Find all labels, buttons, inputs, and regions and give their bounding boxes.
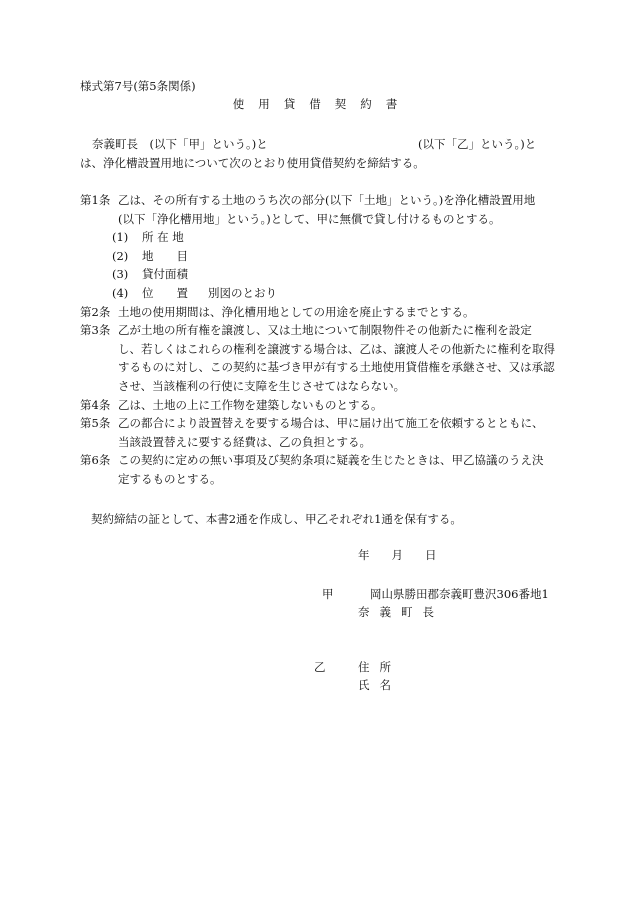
item-label: 所 在 地 xyxy=(142,230,184,245)
intro-line-2: は、浄化槽設置用地について次のとおり使用貸借契約を締結する。 xyxy=(80,155,425,170)
article-body xyxy=(118,396,560,415)
article-line: 乙の都合により設置替えを要する場合は、甲に届け出て施工を依頼するとともに、 xyxy=(118,416,544,431)
article-line: させ、当該権利の行使に支障を生じさせてはならない。 xyxy=(118,378,406,393)
date-line xyxy=(358,546,437,565)
item-number: (3) xyxy=(112,267,129,282)
article-body xyxy=(118,303,560,322)
article-1-item-1 xyxy=(80,228,560,247)
date-day: 日 xyxy=(425,548,437,562)
article-line: 当該設置替えに要する経費は、乙の負担とする。 xyxy=(118,434,371,449)
article-number: 第6条 xyxy=(80,453,111,468)
article-body xyxy=(118,191,560,228)
intro-line-1-end: (以下「乙」という。)と xyxy=(418,137,537,151)
item-number: (4) xyxy=(112,285,129,300)
date-month: 月 xyxy=(391,548,403,562)
document-title: 使用貸借契約書 xyxy=(232,97,412,111)
article-line: (以下「浄化槽用地」という。)として、甲に無償で貸し付けるものとする。 xyxy=(118,211,501,226)
article-number: 第3条 xyxy=(80,323,111,338)
party-kou-address: 岡山県勝田郡奈義町豊沢306番地1 xyxy=(370,587,549,601)
article-line: 乙は、土地の上に工作物を建築しないものとする。 xyxy=(118,397,383,412)
article-6 xyxy=(80,451,560,488)
intro-line-1-start: 奈義町長 (以下「甲」という。)と xyxy=(92,137,268,151)
date-year: 年 xyxy=(358,548,370,562)
article-1-item-3 xyxy=(80,265,560,284)
article-line: この契約に定めの無い事項及び契約条項に疑義を生じたときは、甲乙協議のうえ決 xyxy=(118,453,544,468)
item-label: 地 目 xyxy=(142,248,188,263)
articles xyxy=(80,191,560,489)
item-number: (2) xyxy=(112,248,129,263)
party-kou-mark: 甲 xyxy=(322,587,334,601)
item-label: 貸付面積 xyxy=(142,267,188,282)
article-body xyxy=(118,414,560,451)
article-2 xyxy=(80,303,560,322)
article-4 xyxy=(80,396,560,415)
article-number: 第4条 xyxy=(80,397,111,412)
party-otsu-mark: 乙 xyxy=(314,660,326,674)
closing-statement: 契約締結の証として、本書2通を作成し、甲乙それぞれ1通を保有する。 xyxy=(91,512,462,526)
article-1-item-2 xyxy=(80,247,560,266)
item-number: (1) xyxy=(112,230,129,245)
item-label: 位 置 xyxy=(142,285,188,300)
article-number: 第1条 xyxy=(80,193,111,207)
party-otsu-name-label: 氏名 xyxy=(358,678,401,692)
article-line: 土地の使用期間は、浄化槽用地としての用途を廃止するまでとする。 xyxy=(118,304,475,319)
article-body xyxy=(118,451,560,488)
intro-paragraph xyxy=(80,135,550,172)
party-otsu-address-label: 住所 xyxy=(358,660,401,674)
item-value: 別図のとおり xyxy=(208,285,277,300)
form-number: 様式第7号(第5条関係) xyxy=(80,79,196,93)
article-number: 第2条 xyxy=(80,304,111,319)
article-line: 乙は、その所有する土地のうち次の部分(以下「土地」という。)を浄化槽設置用地 xyxy=(118,193,536,207)
article-number: 第5条 xyxy=(80,416,111,431)
article-body xyxy=(118,321,560,395)
article-5 xyxy=(80,414,560,451)
article-3 xyxy=(80,321,560,395)
article-1 xyxy=(80,191,560,228)
article-line: 定するものとする。 xyxy=(118,471,222,486)
article-1-item-4 xyxy=(80,284,560,303)
article-line: 乙が土地の所有権を譲渡し、又は土地について制限物件その他新たに権利を設定 xyxy=(118,323,532,338)
article-line: し、若しくはこれらの権利を譲渡する場合は、乙は、譲渡人その他新たに権利を取得 xyxy=(118,341,555,356)
intro-line-1 xyxy=(80,135,550,154)
party-kou-title: 奈義町長 xyxy=(358,605,444,619)
article-line: するものに対し、この契約に基づき甲が有する土地使用貸借権を承継させ、又は承認 xyxy=(118,360,555,375)
